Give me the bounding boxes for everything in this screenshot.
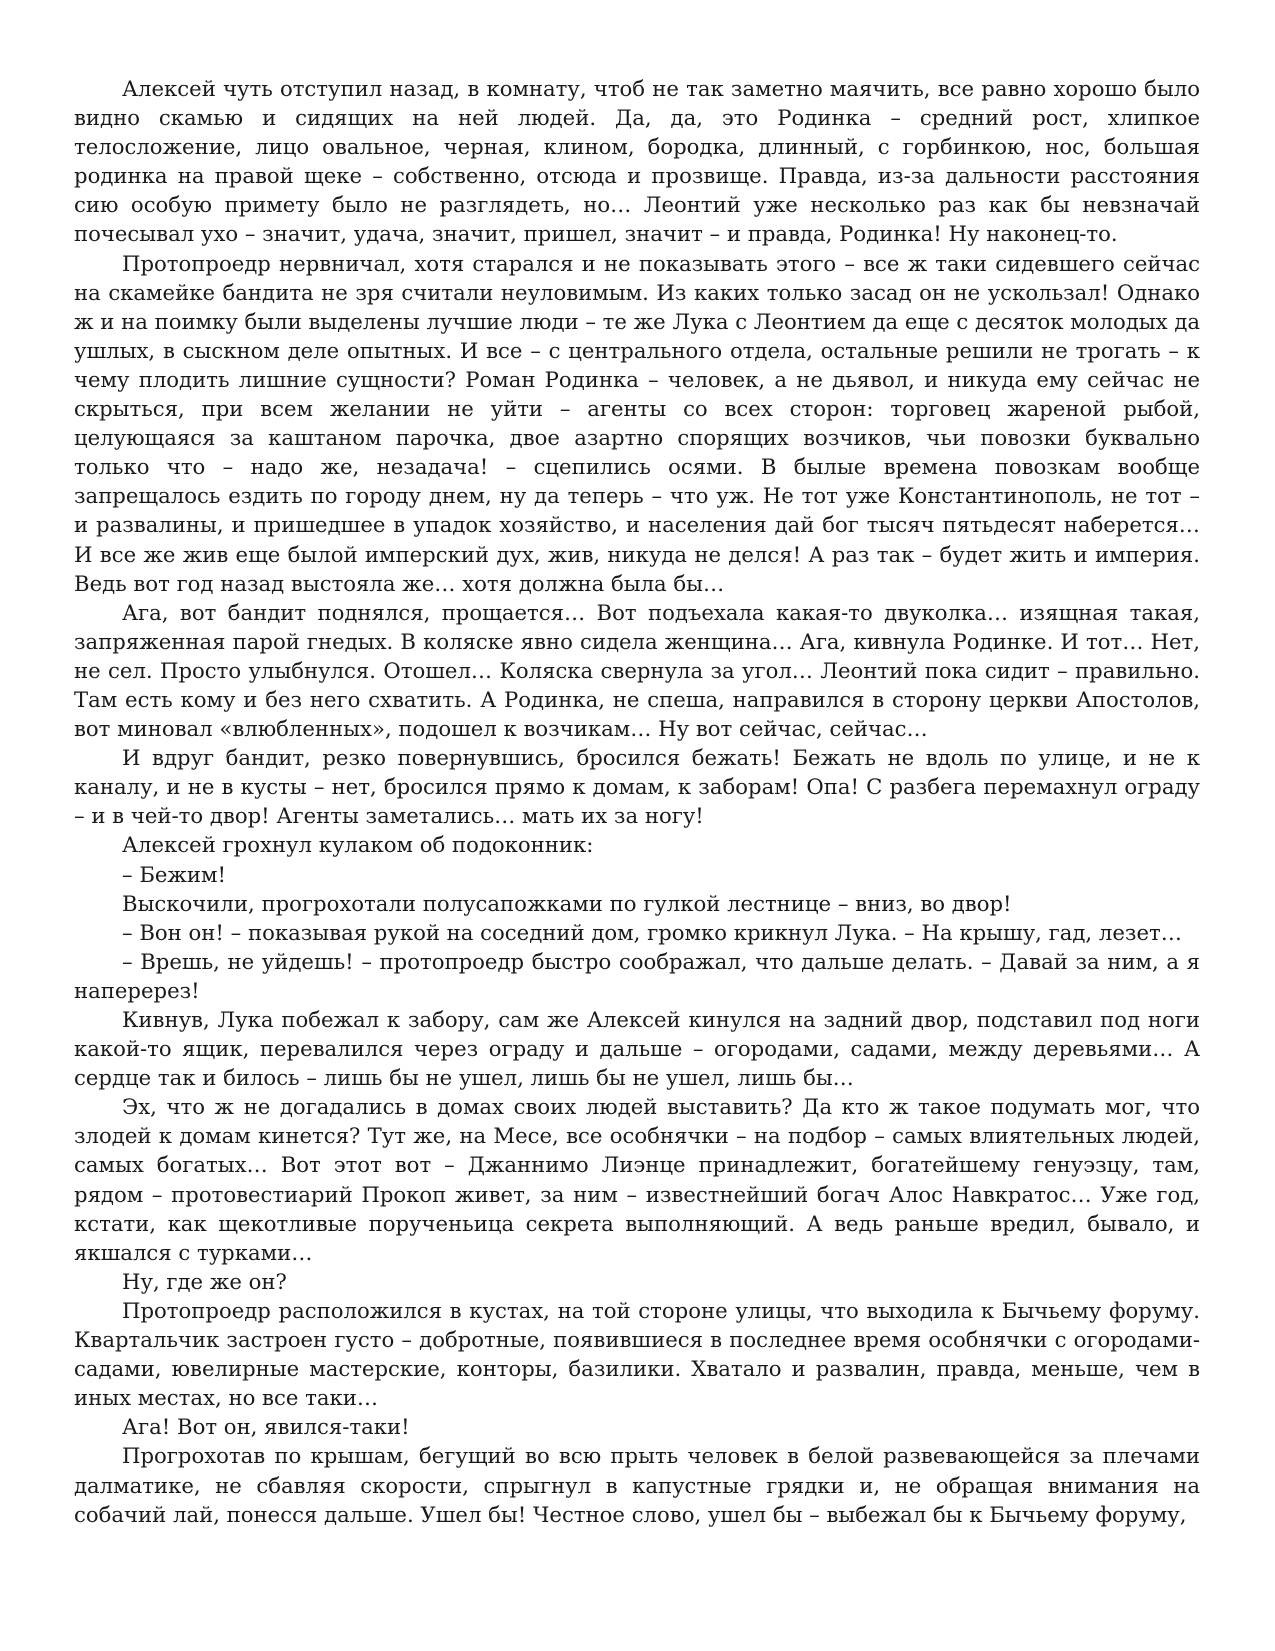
paragraph: Алексей чуть отступил назад, в комнату, чтоб не так заметно маячить, все равно хорошо было видно скамью и сидящих на ней людей. Да, да, это Родинка – средний рост, хлипкое телосложение, лицо овальное, черная, клином, бородка, длинный, с горбинкою, нос, большая родинка на правой щеке – собственно, отсюда и прозвище. Правда, из-за дальности расстояния сию особую примету было не разглядеть, но… Леонтий уже несколько раз как бы невзначай почесывал ухо – значит, удача, значит, пришел, значит – и правда, Родинка! Ну наконец-то.	[74, 76, 1200, 247]
paragraph: И вдруг бандит, резко повернувшись, бросился бежать! Бежать не вдоль по улице, и не к каналу, и не в кусты – нет, бросился прямо к домам, к заборам! Опа! С разбега перемахнул ограду – и в чей-то двор! Агенты заметались… мать их за ногу!	[74, 745, 1200, 829]
paragraph: Ну, где же он?	[122, 1268, 287, 1294]
dialogue-line: – Врешь, не уйдешь! – протопроедр быстро соображал, что дальше делать. – Давай за ним, а я наперерез!	[74, 948, 1200, 1003]
dialogue-line: – Бежим!	[122, 861, 227, 887]
paragraph: Ага, вот бандит поднялся, прощается… Вот подъехала какая-то двуколка… изящная такая, запряженная парой гнедых. В коляске явно сидела женщина… Ага, кивнула Родинке. И тот… Нет, не сел. Просто улыбнулся. Отошел… Коляска свернула за угол… Леонтий пока сидит – правильно. Там есть кому и без него схватить. А Родинка, не спеша, направился в сторону церкви Апостолов, вот миновал «влюбленных», подошел к возчикам… Ну вот сейчас, сейчас…	[74, 599, 1200, 742]
paragraph: Выскочили, прогрохотали полусапожками по гулкой лестнице – вниз, во двор!	[122, 890, 1012, 916]
paragraph: Алексей грохнул кулаком об подоконник:	[122, 832, 594, 858]
page-text	[74, 74, 1200, 1529]
paragraph: Протопроедр нервничал, хотя старался и не показывать этого – все ж таки сидевшего сейчас на скамейке бандита не зря считали неуловимым. Из каких только засад он не ускользал! Однако ж и на поимку были выделены лучшие люди – те же Лука с Леонтием да еще с десяток молодых да ушлых, в сыскном деле опытных. И все – с центрального отдела, остальные решили не трогать – к чему плодить лишние сущности? Роман Родинка – человек, а не дьявол, и никуда ему сейчас не скрыться, при всем желании не уйти – агенты со всех сторон: торговец жареной рыбой, целующаяся за каштаном парочка, двое азартно спорящих возчиков, чьи повозки буквально только что – надо же, незадача! – сцепились осями. В былые времена повозкам вообще запрещалось ездить по городу днем, ну да теперь – что уж. Не тот уже Константинополь, не тот – и развалины, и пришедшее в упадок хозяйство, и населения дай бог тысяч пятьдесят наберется… И все же жив еще былой имперский дух, жив, никуда не делся! А раз так – будет жить и империя. Ведь вот год назад выстояла же… хотя должна была бы…	[74, 250, 1201, 596]
paragraph: Прогрохотав по крышам, бегущий во всю прыть человек в белой развевающейся за плечами далматике, не сбавляя скорости, спрыгнул в капустные грядки и, не обращая внимания на собачий лай, понесся дальше. Ушел бы! Честное слово, ушел бы – выбежал бы к Бычьему форуму,	[74, 1443, 1200, 1527]
paragraph: Кивнув, Лука побежал к забору, сам же Алексей кинулся на задний двор, подставил под ноги какой-то ящик, перевалился через ограду и дальше – огородами, садами, между деревьями… А сердце так и билось – лишь бы не ушел, лишь бы не ушел, лишь бы…	[74, 1007, 1200, 1091]
paragraph: Протопроедр расположился в кустах, на той стороне улицы, что выходила к Бычьему форуму. Квартальчик застроен густо – добротные, появившиеся в последнее время особнячки с огородами-садами, ювелирные мастерские, конторы, базилики. Хватало и развалин, правда, меньше, чем в иных местах, но все таки…	[74, 1297, 1200, 1411]
paragraph: Эх, что ж не догадались в домах своих людей выставить? Да кто ж такое подумать мог, что злодей к домам кинется? Тут же, на Месе, все особнячки – на подбор – самых влиятельных людей, самых богатых… Вот этот вот – Джаннимо Лиэнце принадлежит, богатейшему генуэзцу, там, рядом – протовестиарий Прокоп живет, за ним – известнейший богач Алос Навкратос… Уже год, кстати, как щекотливые порученьица секрета выполняющий. А ведь раньше вредил, бывало, и якшался с турками…	[74, 1094, 1200, 1265]
dialogue-line: – Вон он! – показывая рукой на соседний дом, громко крикнул Лука. – На крышу, гад, лезет…	[122, 919, 1182, 945]
paragraph: Ага! Вот он, явился-таки!	[122, 1414, 410, 1440]
